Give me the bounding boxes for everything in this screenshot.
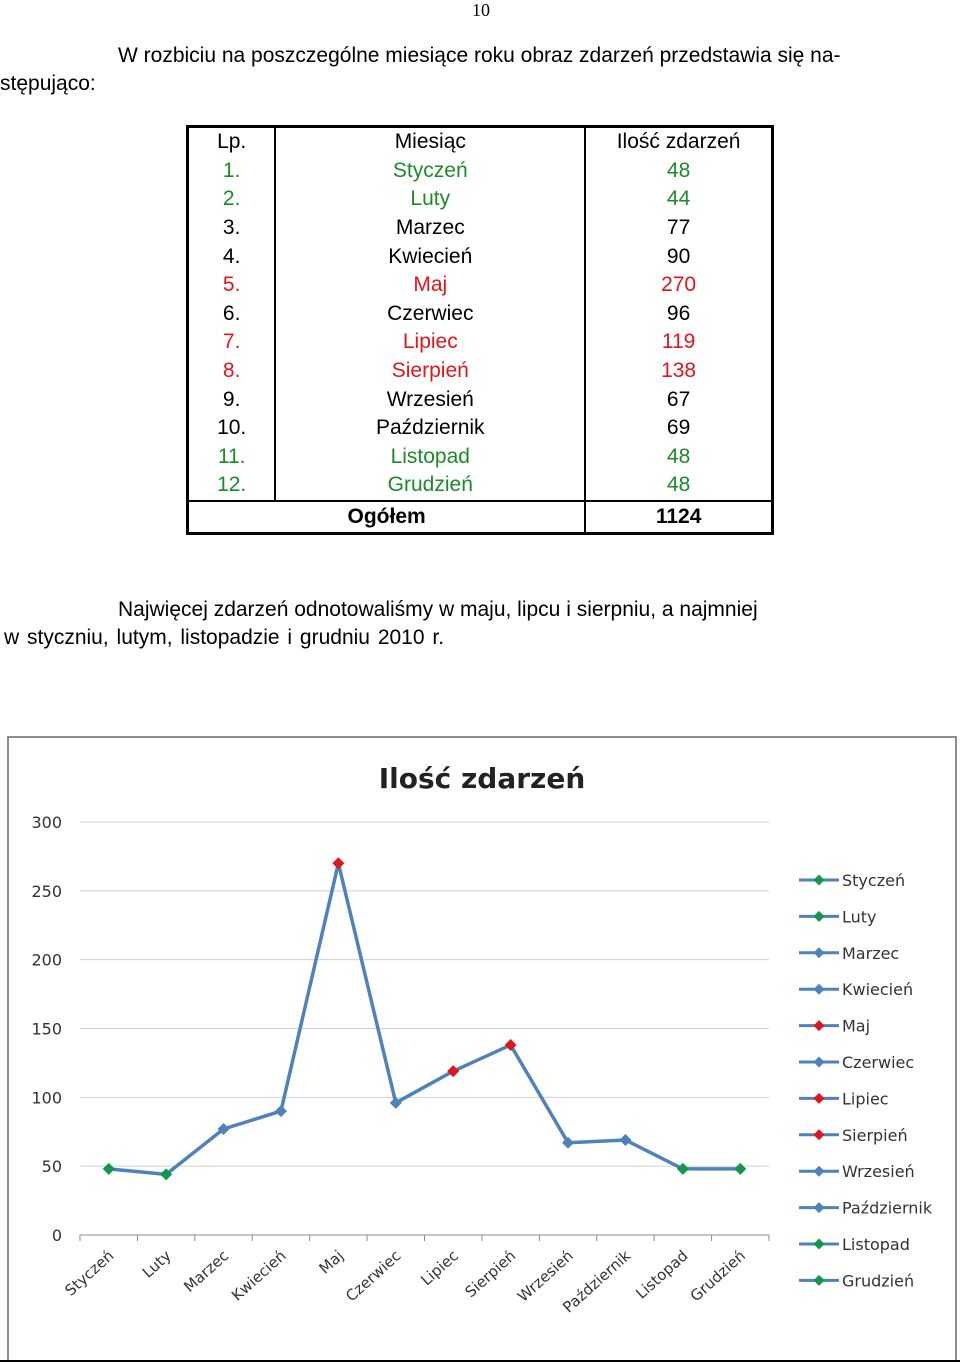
table-header-row: [188, 127, 773, 157]
header-month: Miesiąc: [275, 127, 585, 157]
line-chart: [9, 738, 955, 1360]
data-point: [677, 1163, 689, 1175]
legend-label: Wrzesień: [842, 1162, 915, 1182]
legend-marker: [814, 1057, 825, 1068]
row-count: 138: [661, 359, 697, 383]
row-lp: 2.: [188, 185, 276, 214]
legend-marker: [814, 875, 825, 886]
row-lp: 4.: [188, 242, 276, 271]
intro-line-2: stępująco:: [0, 72, 96, 95]
row-lp: 10.: [188, 414, 276, 443]
summary-line-1: Najwięcej zdarzeń odnotowaliśmy w maju, lipcu i sierpniu, a najmniej: [118, 598, 758, 621]
legend-label: Styczeń: [842, 871, 906, 890]
row-lp: 5.: [188, 271, 276, 300]
intro-line-1: W rozbiciu na poszczególne miesiące roku obraz zdarzeń przedstawia się na-: [118, 44, 841, 67]
legend-label: Lipiec: [842, 1089, 889, 1109]
legend-label: Luty: [842, 907, 877, 927]
x-tick-label: Listopad: [632, 1246, 692, 1303]
row-month: Lipiec: [275, 328, 585, 357]
x-tick-label: Lipiec: [417, 1246, 462, 1290]
y-tick-label: 50: [41, 1157, 62, 1177]
page-bottom-rule: [0, 1360, 960, 1362]
x-tick-label: Maj: [315, 1246, 348, 1278]
table-row: [188, 328, 773, 357]
legend-marker: [814, 1275, 825, 1286]
row-month: Listopad: [275, 443, 585, 472]
row-month: Maj: [275, 271, 585, 300]
header-lp: Lp.: [188, 127, 276, 157]
y-tick-label: 150: [31, 1019, 62, 1039]
legend-marker: [814, 1129, 825, 1140]
page-number: 10: [472, 0, 490, 20]
legend-label: Maj: [842, 1016, 871, 1036]
x-tick-label: Grudzień: [686, 1246, 749, 1306]
table-row: [188, 443, 773, 472]
table-row: [188, 385, 773, 414]
data-point: [619, 1134, 631, 1146]
data-point: [332, 857, 344, 869]
row-month: Czerwiec: [275, 300, 585, 329]
row-lp: 7.: [188, 328, 276, 357]
legend-marker: [814, 1202, 825, 1213]
row-count: 44: [666, 187, 691, 211]
y-tick-label: 100: [31, 1088, 62, 1108]
intro-paragraph: [0, 42, 958, 98]
row-count: 270: [661, 273, 697, 297]
row-count: 67: [666, 387, 691, 411]
row-count: 90: [666, 244, 691, 268]
chart-frame: [7, 736, 957, 1362]
legend-label: Sierpień: [842, 1125, 908, 1145]
row-month: Marzec: [275, 214, 585, 243]
x-tick-label: Styczeń: [61, 1246, 118, 1300]
row-count: 119: [661, 330, 696, 354]
total-value: 1124: [585, 501, 772, 534]
legend-marker: [814, 1020, 825, 1031]
row-month: Wrzesień: [275, 385, 585, 414]
x-tick-label: Wrzesień: [514, 1246, 577, 1306]
row-month: Styczeń: [275, 157, 585, 186]
row-lp: 6.: [188, 300, 276, 329]
legend-label: Grudzień: [842, 1271, 915, 1291]
legend-marker: [814, 1239, 825, 1250]
x-tick-label: Marzec: [180, 1246, 233, 1296]
row-lp: 11.: [188, 443, 276, 472]
legend-label: Kwiecień: [842, 980, 914, 1000]
table-row: [188, 242, 773, 271]
x-tick-label: Kwiecień: [228, 1246, 290, 1305]
table-row: [188, 471, 773, 501]
row-count: 48: [666, 444, 691, 468]
legend-marker: [814, 1093, 825, 1104]
table-total-row: [188, 501, 773, 534]
table-row: [188, 271, 773, 300]
table-row: [188, 214, 773, 243]
summary-paragraph: [0, 596, 958, 652]
legend-label: Marzec: [842, 943, 900, 963]
row-count: 96: [666, 301, 691, 325]
row-month: Grudzień: [275, 471, 585, 501]
data-point: [734, 1163, 746, 1175]
table-row: [188, 157, 773, 186]
row-lp: 8.: [188, 357, 276, 386]
row-count: 48: [666, 473, 691, 497]
y-tick-label: 200: [31, 950, 62, 970]
legend-label: Październik: [842, 1198, 933, 1218]
row-month: Październik: [275, 414, 585, 443]
summary-line-2: w styczniu, lutym, listopadzie i grudniu 2010 r.: [4, 626, 445, 649]
events-table: [186, 125, 774, 535]
y-tick-label: 0: [51, 1226, 62, 1245]
legend-marker: [814, 1166, 825, 1177]
table-row: [188, 357, 773, 386]
legend-marker: [814, 947, 825, 958]
x-tick-label: Luty: [138, 1246, 175, 1282]
data-point: [103, 1163, 115, 1175]
row-count: 77: [666, 216, 691, 240]
legend-marker: [814, 984, 825, 995]
x-tick-label: Październik: [559, 1246, 635, 1317]
row-count: 48: [666, 158, 691, 182]
x-tick-label: Sierpień: [461, 1246, 520, 1302]
table-row: [188, 185, 773, 214]
row-lp: 1.: [188, 157, 276, 186]
legend-label: Listopad: [842, 1235, 910, 1254]
table-row: [188, 300, 773, 329]
row-lp: 9.: [188, 385, 276, 414]
row-month: Sierpień: [275, 357, 585, 386]
x-tick-label: Czerwiec: [342, 1246, 405, 1306]
row-month: Kwiecień: [275, 242, 585, 271]
header-count: Ilość zdarzeń: [616, 130, 741, 154]
series-line: [109, 863, 741, 1174]
row-month: Luty: [275, 185, 585, 214]
row-count: 69: [666, 416, 691, 440]
data-point: [275, 1105, 287, 1117]
chart-title: Ilość zdarzeń: [378, 762, 586, 795]
row-lp: 3.: [188, 214, 276, 243]
y-tick-label: 300: [31, 813, 62, 832]
total-label: Ogółem: [188, 501, 586, 534]
legend-label: Czerwiec: [842, 1053, 915, 1072]
row-lp: 12.: [188, 471, 276, 501]
table-row: [188, 414, 773, 443]
legend-marker: [814, 911, 825, 922]
y-tick-label: 250: [31, 881, 62, 901]
